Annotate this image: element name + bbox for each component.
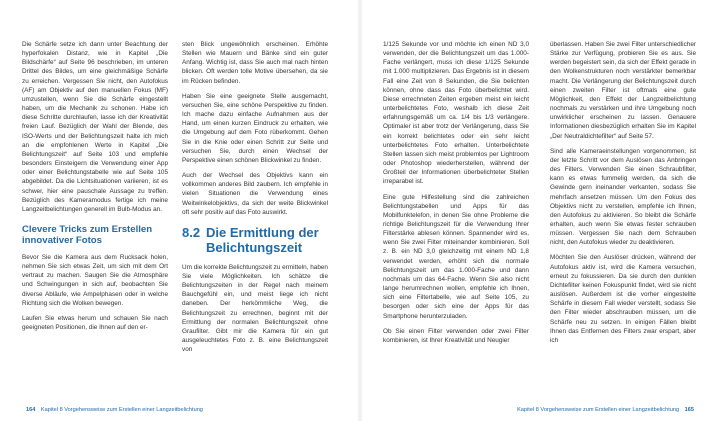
paragraph: 1/125 Sekunde vor und möchte ich einen ND 3,0 verwenden, der die Belichtungszeit um das 1.000-Fache verlängert, muss ich diese 1/125 Sekunde mit 1.000 multiplizieren. Das Ergebnis ist in diesem Fall eine Zeit von 8 Sekunden, die Sie belichten können, ohne dass das Foto überbelichtet wird. Diese errechneten Zeiten ergeben meist ein leicht unterbelichtetes Foto, weshalb ich diese Zeit erfahrungsgemäß um ca. 1/4 bis 1/3 verlängere. Optimaler ist aber trotz der Verlängerung, dass Sie ein korrekt belichtetes oder ein sehr leicht unterbelichtetes Foto erhalten. Unterbelichtete Stellen lassen sich meist problemlos per Lightroom oder Photoshop wiederherstellen, während der Großteil der Informationen überbelichteter Stellen irreparabel ist. <box>383 41 529 186</box>
paragraph: Eine gute Hilfestellung sind die zahlreichen Belichtungstabellen und Apps für das Mobilfunktelefon, in denen Sie ohne Probleme die richtige Belichtungszeit für die Verwendung Ihrer Filterstärke ablesen können. Spannender wird es, wenn Sie zwei Filter miteinander kombinieren. Soll z. B. ein ND 3,0 gleichzeitig mit einem ND 1,8 verwendet werden, erhöht sich die normale Belichtungszeit um das 1.000-Fache und dann nochmals um das 64-Fache. Wenn Sie also nicht lange herumrechnen wollen, empfehle ich Ihnen, sich eine Filtertabelle, wie auf Seite 105, zu besorgen oder sich eine der Apps für das Smartphone herunterzuladen. <box>383 193 529 320</box>
paragraph: Auch der Wechsel des Objektivs kann ein vollkommen anderes Bild zaubern. Ich empfehle in vielen Situationen die Verwendung eines Weitwinkelobjektivs, da sich der weite Blickwinkel oft sehr positiv auf das Foto auswirkt. <box>182 172 328 216</box>
paragraph: Laufen Sie etwas herum und schauen Sie nach geeigneten Positionen, die Ihnen auf den er- <box>22 314 168 332</box>
paragraph: Um die korrekte Belichtungszeit zu ermitteln, haben Sie viele Möglichkeiten. Ich schätze die Belichtungszeiten in der Regel nach meinem Bauchgefühl ein, und meist liege ich nicht daneben. Der herkömmliche Weg, die Belichtungszeit zu errechnen, beginnt mit der Ermittlung der normalen Belichtungszeit ohne Graufilter. Gibt mir die Kamera für ein gut ausgeleuchtetes Foto z. B. eine Belichtungszeit von <box>182 263 328 354</box>
subheading-clevere-tricks: Clevere Tricks zum Erstellen innovativer Fotos <box>22 223 153 247</box>
right-page-footer <box>517 406 698 414</box>
paragraph: Ob Sie einen Filter verwenden oder zwei Filter kombinieren, ist Ihrer Kreativität und Neugier <box>383 327 529 344</box>
paragraph: Haben Sie eine geeignete Stelle ausgemacht, versuchen Sie, eine schöne Perspektive zu finden. Ich mache dazu einfache Aufnahmen aus der Hand, um einen kurzen Eindruck zu erhalten, wie die Umgebung auf dem Foto rüberkommt. Gehen Sie in die Knie oder einen Schritt zur Seite und versuchen Sie, durch einen Wechsel der Perspektive einen schönen Blickwinkel zu finden. <box>182 92 328 164</box>
running-footer-text: Kapitel 8 Vorgehensweise zum Erstellen einer Langzeitbelichtung <box>517 407 680 413</box>
paragraph: sten Blick ungewöhnlich erscheinen. Erhöhte Stellen wie Mauern und Bänke sind ein guter Anfang. Wichtig ist, dass Sie auch mal nach hinten blicken. Oft werden tolle Motive übersehen, da sie im Rücken befinden. <box>182 41 328 85</box>
paragraph: Sind alle Kameraeinstellungen vorgenommen, ist der letzte Schritt vor dem Auslösen das Anbringen des Filters. Verwenden Sie einen Schraubfilter, kann es etwas fummelig werden, da sich die Gewinde gern ineinander verkanten, sodass Sie mehrfach ansetzen müssen. Um den Fokus des Objektivs nicht zu verstellen, empfehle ich Ihnen, den Autofokus zu aktivieren. So bleibt die Schärfe erhalten, auch wenn Sie etwas fester schrauben müssen. Vergessen Sie nach dem Schrauben nicht, den Autofokus wieder zu deaktivieren. <box>550 147 696 247</box>
left-page-footer <box>22 406 203 414</box>
right-page-column-1 <box>383 40 529 351</box>
page-number: 165 <box>684 407 694 413</box>
section-title: Die Ermittlung der Belichtungszeit <box>206 224 319 255</box>
left-page-column-2 <box>182 40 328 360</box>
right-page <box>360 0 720 421</box>
section-number: 8.2 <box>182 224 201 240</box>
page-number: 164 <box>26 407 36 413</box>
right-page-column-2 <box>550 40 696 351</box>
paragraph: Die Schärfe setze ich dann unter Beachtung der hyperfokalen Distanz, wie in Kapitel „Die Bildschärfe“ auf Seite 96 beschrieben, im unteren Drittel des Bildes, um eine gleichmäßige Schärfe zu erreichen. Vergessen Sie nicht, den Autofokus (AF) am Objektiv auf den manuellen Fokus (MF) umzustellen, wenn Sie die Schärfe eingestellt haben, um die Mechanik zu schonen. Habe ich diese Schritte durchlaufen, lasse ich der Kreativität freien Lauf. Bezüglich der Wahl der Blende, des ISO-Werts und der Belichtungszeit halte ich mich an die empfohlenen Werte in Kapitel „Die Belichtungszeit“ auf Seite 103 und empfehle besonders Einsteigern die Verwendung einer App oder einer Belichtungstabelle wie auf Seite 105 abgebildet. Da die Lichtsituationen variieren, ist es schwer, hier eine pauschale Aussage zu treffen. Bezüglich des Kameramodus fertige ich meine Langzeitbelichtungen generell im Bulb-Modus an. <box>22 41 168 213</box>
section-heading <box>182 225 328 255</box>
paragraph: überlassen. Haben Sie zwei Filter unterschiedlicher Stärke zur Verfügung, probieren Sie es aus. Sie werden begeistert sein, da sich der Effekt gerade in den Wolkenstrukturen noch verstärkter bemerkbar macht. Die Verlängerung der Belichtungszeit durch einen zweiten Filter ist oftmals eine gute Möglichkeit, den Effekt der Langzeitbelichtung nochmals zu verstärken und ihre Umgebung noch unwirklicher erscheinen zu lassen. Genauere Informationen diesbezüglich erhalten Sie im Kapitel „Der Neutraldichtefilter“ auf Seite 57. <box>550 41 696 140</box>
running-footer-text: Kapitel 8 Vorgehensweise zum Erstellen einer Langzeitbelichtung <box>40 407 203 413</box>
paragraph: Bevor Sie die Kamera aus dem Rucksack holen, nehmen Sie sich etwas Zeit, um sich mit dem Ort vertraut zu machen. Saugen Sie die Atmosphäre und Schwingungen in sich auf, beobachten Sie diverse Abläufe, wie Ampelphasen oder in welche Richtung sich die Wolken bewegen. <box>22 253 168 307</box>
paragraph: Möchten Sie den Auslöser drücken, während der Autofokus aktiv ist, wird die Kamera versuchen, erneut zu fokussieren. Da sie durch den dunklen Dichtefilter keinen Fokuspunkt findet, wird sie nicht auslösen. Außerdem ist die vorher eingestellte Schärfe in diesem Fall wieder verstellt, sodass Sie den Filter wieder abschrauben müssen, um die Schärfe neu zu setzen. In einigen Fällen bleibt Ihnen das Entfernen des Filters zwar erspart, aber ich <box>550 254 696 344</box>
left-page-column-1 <box>22 40 168 338</box>
